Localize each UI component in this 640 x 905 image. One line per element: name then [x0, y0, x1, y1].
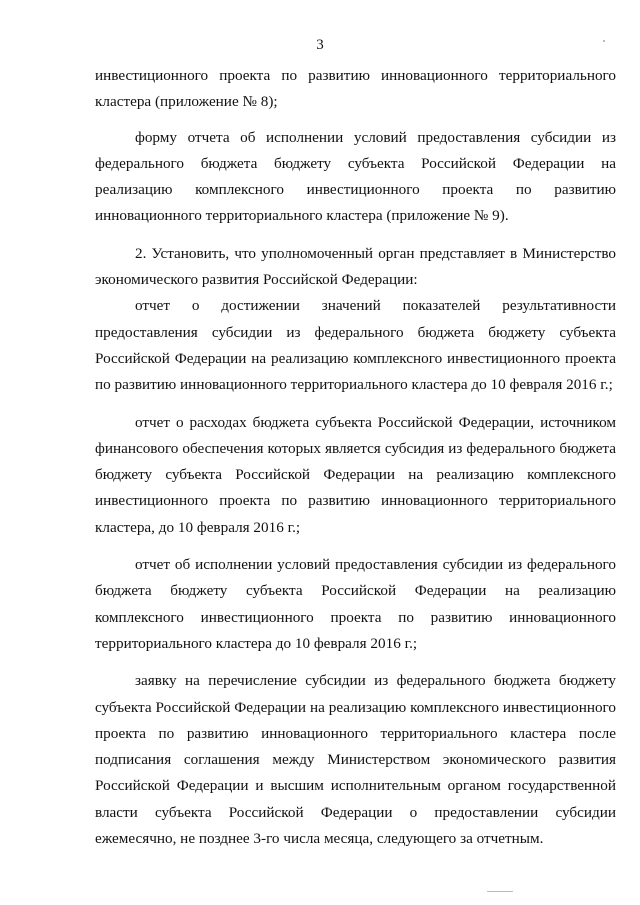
- scan-speck: [603, 40, 605, 42]
- paragraph-clause-2: 2. Установить, что уполномоченный орган представляет в Министерство экономического развития Российской Федерации:: [95, 244, 616, 289]
- paragraph-continuation: инвестиционного проекта по развитию инновационного территориального кластера (приложение № 8);: [95, 67, 616, 111]
- paragraph-report-performance: отчет о достижении значений показателей результативности предоставления субсидии из федерального бюджета бюджету субъекта Российской Федерации на реализацию комплексного инвестиционного проекта по развитию инновационного территориального кластера до 10 февраля 2016 г.;: [95, 297, 616, 394]
- paragraph-transfer-request: заявку на перечисление субсидии из федерального бюджета бюджету субъекта Российской Федерации на реализацию комплексного инвестиционного проекта по развитию инновационного территориального кластера после подписания соглашения между Министерством экономического развития Российской Федерации и высшим исполнительным органом государственной власти субъекта Российской Федерации о предоставлении субсидии ежемесячно, не позднее 3-го числа месяца, следующего за отчетным.: [95, 672, 616, 848]
- document-body: [95, 63, 616, 852]
- scan-speck: [487, 891, 513, 892]
- paragraph-report-form-item: форму отчета об исполнении условий предоставления субсидии из федерального бюджета бюджету субъекта Российской Федерации на реализацию комплексного инвестиционного проекта по развитию инновационного территориального кластера (приложение № 9).: [95, 128, 616, 225]
- paragraph-report-conditions: отчет об исполнении условий предоставления субсидии из федерального бюджета бюджету субъекта Российской Федерации на реализацию комплексного инвестиционного проекта по развитию инновационного территориального кластера до 10 февраля 2016 г.;: [95, 556, 616, 652]
- page-number: 3: [316, 37, 324, 53]
- paragraph-report-expenses: отчет о расходах бюджета субъекта Российской Федерации, источником финансового обеспечения которых является субсидия из федерального бюджета бюджету субъекта Российской Федерации на реализацию комплексного инвестиционного проекта по развитию инновационного территориального кластера, до 10 февраля 2016 г.;: [95, 413, 616, 536]
